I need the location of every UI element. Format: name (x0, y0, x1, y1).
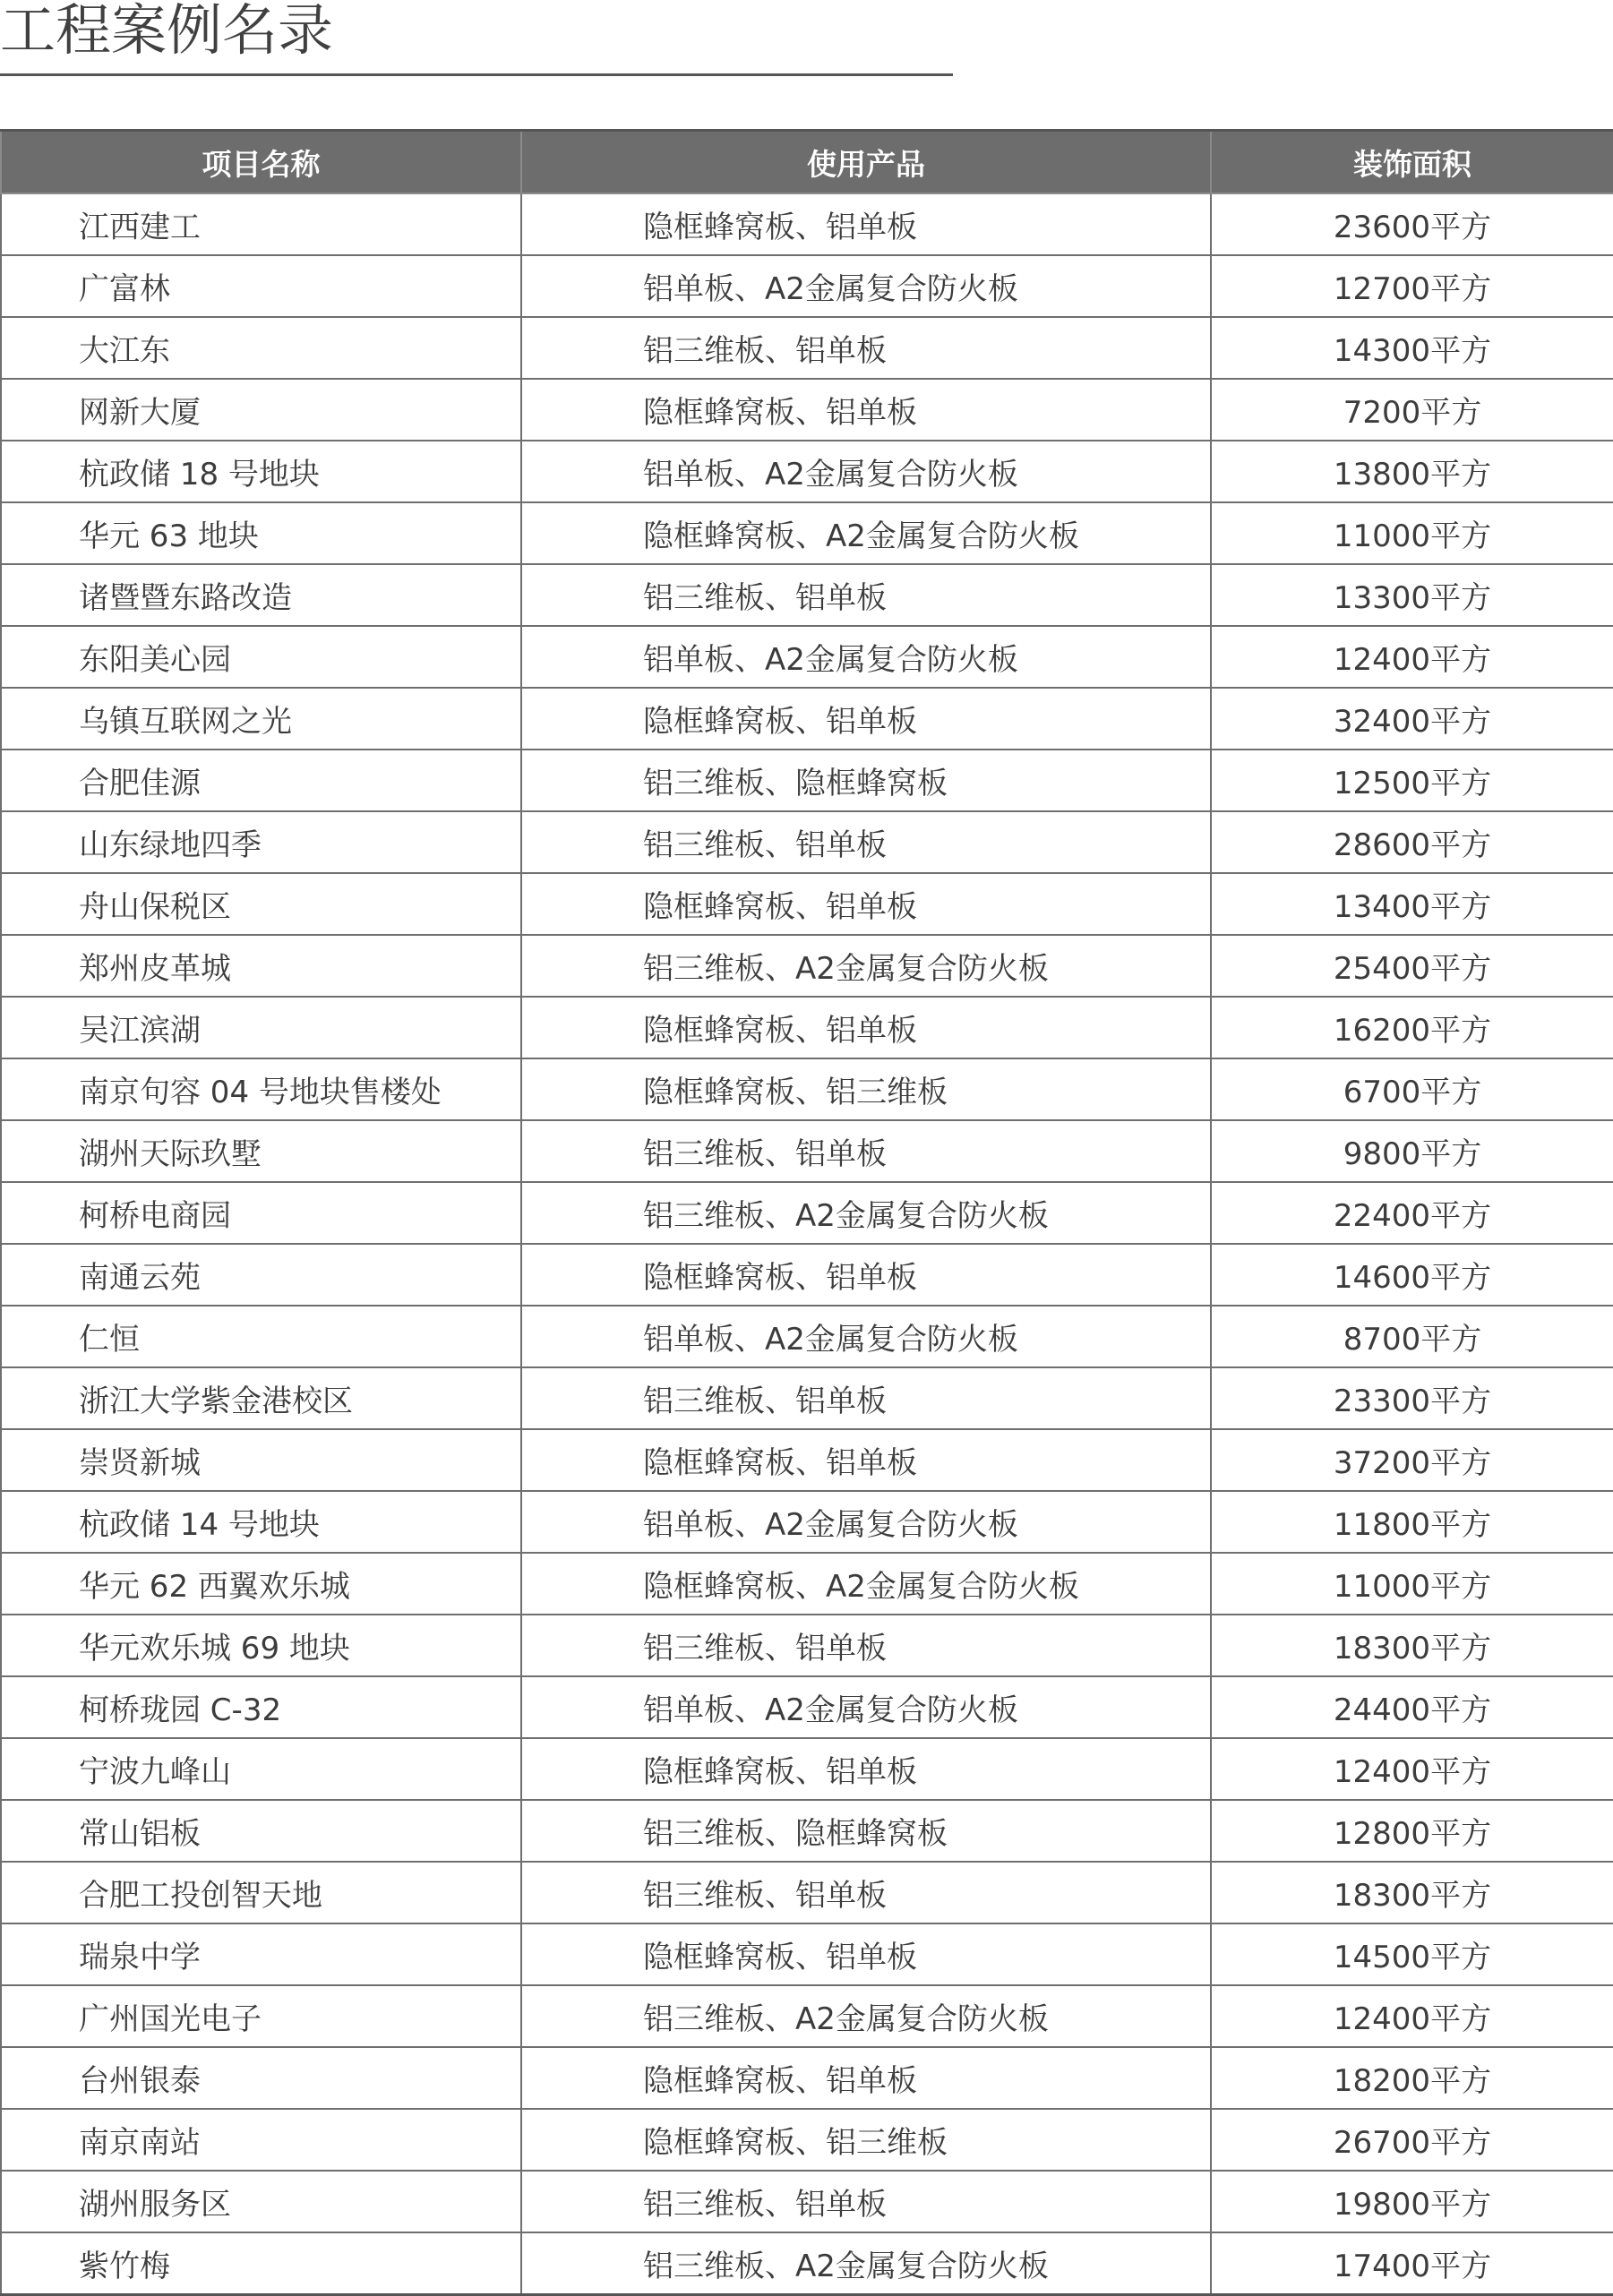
area-cell: 11000平方 (1211, 1553, 1613, 1615)
products-cell: 铝三维板、A2金属复合防火板 (521, 2232, 1211, 2295)
project-name-cell: 瑞泉中学 (1, 1923, 521, 1985)
products-cell: 铝三维板、A2金属复合防火板 (521, 1182, 1211, 1244)
area-cell: 24400平方 (1211, 1676, 1613, 1738)
area-cell: 13400平方 (1211, 873, 1613, 935)
column-header-project-name: 项目名称 (1, 131, 521, 194)
column-header-area: 装饰面积 (1211, 131, 1613, 194)
area-cell: 17400平方 (1211, 2232, 1613, 2295)
area-cell: 22400平方 (1211, 1182, 1613, 1244)
products-cell: 铝三维板、A2金属复合防火板 (521, 935, 1211, 997)
project-name-cell: 江西建工 (1, 193, 521, 255)
products-cell: 隐框蜂窝板、A2金属复合防火板 (521, 502, 1211, 564)
project-name-cell: 广富林 (1, 255, 521, 317)
title-underline (0, 73, 953, 76)
table-row (1, 317, 1613, 379)
table-row (1, 1676, 1613, 1738)
table-row (1, 379, 1613, 441)
table-row (1, 2109, 1613, 2171)
area-cell: 26700平方 (1211, 2109, 1613, 2171)
table-row (1, 873, 1613, 935)
products-cell: 铝三维板、隐框蜂窝板 (521, 750, 1211, 811)
table-row (1, 1306, 1613, 1367)
project-name-cell: 华元 62 西翼欢乐城 (1, 1553, 521, 1615)
table-row (1, 626, 1613, 688)
area-cell: 14600平方 (1211, 1244, 1613, 1306)
area-cell: 12400平方 (1211, 626, 1613, 688)
area-cell: 13800平方 (1211, 441, 1613, 502)
table-row (1, 502, 1613, 564)
project-name-cell: 柯桥电商园 (1, 1182, 521, 1244)
products-cell: 隐框蜂窝板、铝单板 (521, 1244, 1211, 1306)
project-name-cell: 南通云苑 (1, 1244, 521, 1306)
products-cell: 隐框蜂窝板、铝单板 (521, 688, 1211, 750)
products-cell: 铝单板、A2金属复合防火板 (521, 1306, 1211, 1367)
project-name-cell: 湖州服务区 (1, 2171, 521, 2232)
products-cell: 铝三维板、铝单板 (521, 1120, 1211, 1182)
project-name-cell: 郑州皮革城 (1, 935, 521, 997)
table-row (1, 997, 1613, 1058)
project-name-cell: 网新大厦 (1, 379, 521, 441)
project-name-cell: 崇贤新城 (1, 1429, 521, 1491)
project-name-cell: 广州国光电子 (1, 1985, 521, 2047)
area-cell: 9800平方 (1211, 1120, 1613, 1182)
table-row (1, 2171, 1613, 2232)
products-cell: 铝三维板、铝单板 (521, 1615, 1211, 1676)
project-name-cell: 乌镇互联网之光 (1, 688, 521, 750)
products-cell: 隐框蜂窝板、铝单板 (521, 1738, 1211, 1800)
area-cell: 8700平方 (1211, 1306, 1613, 1367)
area-cell: 6700平方 (1211, 1058, 1613, 1120)
products-cell: 铝单板、A2金属复合防火板 (521, 441, 1211, 502)
page-title: 工程案例名录 (0, 0, 334, 63)
area-cell: 23600平方 (1211, 193, 1613, 255)
products-cell: 隐框蜂窝板、铝单板 (521, 193, 1211, 255)
table-row (1, 1862, 1613, 1923)
table-row (1, 1429, 1613, 1491)
table-row (1, 255, 1613, 317)
project-name-cell: 合肥工投创智天地 (1, 1862, 521, 1923)
table-row (1, 441, 1613, 502)
products-cell: 隐框蜂窝板、铝单板 (521, 379, 1211, 441)
area-cell: 12400平方 (1211, 1985, 1613, 2047)
table-row (1, 1985, 1613, 2047)
project-name-cell: 紫竹梅 (1, 2232, 521, 2295)
products-cell: 铝单板、A2金属复合防火板 (521, 626, 1211, 688)
project-name-cell: 吴江滨湖 (1, 997, 521, 1058)
table-row (1, 935, 1613, 997)
products-cell: 隐框蜂窝板、铝单板 (521, 2047, 1211, 2109)
area-cell: 7200平方 (1211, 379, 1613, 441)
products-cell: 隐框蜂窝板、铝三维板 (521, 2109, 1211, 2171)
table-row (1, 1738, 1613, 1800)
table-row (1, 1491, 1613, 1553)
project-name-cell: 常山铝板 (1, 1800, 521, 1862)
project-name-cell: 合肥佳源 (1, 750, 521, 811)
table-row (1, 1244, 1613, 1306)
table-row (1, 564, 1613, 626)
table-row (1, 750, 1613, 811)
table-row (1, 1800, 1613, 1862)
table-row (1, 1553, 1613, 1615)
table-row (1, 1615, 1613, 1676)
project-name-cell: 杭政储 14 号地块 (1, 1491, 521, 1553)
products-cell: 铝单板、A2金属复合防火板 (521, 1676, 1211, 1738)
table-row (1, 2232, 1613, 2295)
area-cell: 14500平方 (1211, 1923, 1613, 1985)
project-name-cell: 台州银泰 (1, 2047, 521, 2109)
table-row (1, 1120, 1613, 1182)
area-cell: 12700平方 (1211, 255, 1613, 317)
products-cell: 铝三维板、A2金属复合防火板 (521, 1985, 1211, 2047)
products-cell: 隐框蜂窝板、铝单板 (521, 1923, 1211, 1985)
project-name-cell: 宁波九峰山 (1, 1738, 521, 1800)
project-name-cell: 诸暨暨东路改造 (1, 564, 521, 626)
column-header-products: 使用产品 (521, 131, 1211, 194)
table-row (1, 193, 1613, 255)
products-cell: 铝单板、A2金属复合防火板 (521, 1491, 1211, 1553)
products-cell: 铝三维板、铝单板 (521, 564, 1211, 626)
products-cell: 铝三维板、隐框蜂窝板 (521, 1800, 1211, 1862)
project-name-cell: 山东绿地四季 (1, 811, 521, 873)
area-cell: 19800平方 (1211, 2171, 1613, 2232)
project-name-cell: 东阳美心园 (1, 626, 521, 688)
area-cell: 18300平方 (1211, 1862, 1613, 1923)
project-name-cell: 仁恒 (1, 1306, 521, 1367)
products-cell: 铝三维板、铝单板 (521, 811, 1211, 873)
project-name-cell: 华元 63 地块 (1, 502, 521, 564)
products-cell: 隐框蜂窝板、铝单板 (521, 873, 1211, 935)
project-name-cell: 南京南站 (1, 2109, 521, 2171)
products-cell: 隐框蜂窝板、铝单板 (521, 997, 1211, 1058)
area-cell: 18300平方 (1211, 1615, 1613, 1676)
table-body (1, 193, 1613, 2295)
area-cell: 25400平方 (1211, 935, 1613, 997)
project-name-cell: 杭政储 18 号地块 (1, 441, 521, 502)
area-cell: 37200平方 (1211, 1429, 1613, 1491)
project-name-cell: 大江东 (1, 317, 521, 379)
products-cell: 铝单板、A2金属复合防火板 (521, 255, 1211, 317)
table-row (1, 2047, 1613, 2109)
table-row (1, 688, 1613, 750)
area-cell: 14300平方 (1211, 317, 1613, 379)
products-cell: 隐框蜂窝板、铝单板 (521, 1429, 1211, 1491)
project-name-cell: 柯桥珑园 C-32 (1, 1676, 521, 1738)
project-name-cell: 南京句容 04 号地块售楼处 (1, 1058, 521, 1120)
area-cell: 12500平方 (1211, 750, 1613, 811)
area-cell: 13300平方 (1211, 564, 1613, 626)
header-row (1, 131, 1613, 194)
project-name-cell: 舟山保税区 (1, 873, 521, 935)
table-header (1, 131, 1613, 194)
table-row (1, 1182, 1613, 1244)
area-cell: 28600平方 (1211, 811, 1613, 873)
area-cell: 16200平方 (1211, 997, 1613, 1058)
project-case-table (0, 129, 1613, 2296)
project-name-cell: 浙江大学紫金港校区 (1, 1367, 521, 1429)
table-row (1, 1923, 1613, 1985)
products-cell: 铝三维板、铝单板 (521, 1862, 1211, 1923)
area-cell: 18200平方 (1211, 2047, 1613, 2109)
area-cell: 32400平方 (1211, 688, 1613, 750)
area-cell: 11000平方 (1211, 502, 1613, 564)
products-cell: 铝三维板、铝单板 (521, 1367, 1211, 1429)
area-cell: 12400平方 (1211, 1738, 1613, 1800)
products-cell: 隐框蜂窝板、铝三维板 (521, 1058, 1211, 1120)
products-cell: 铝三维板、铝单板 (521, 317, 1211, 379)
area-cell: 12800平方 (1211, 1800, 1613, 1862)
products-cell: 隐框蜂窝板、A2金属复合防火板 (521, 1553, 1211, 1615)
project-name-cell: 湖州天际玖墅 (1, 1120, 521, 1182)
project-name-cell: 华元欢乐城 69 地块 (1, 1615, 521, 1676)
products-cell: 铝三维板、铝单板 (521, 2171, 1211, 2232)
table-row (1, 1058, 1613, 1120)
area-cell: 23300平方 (1211, 1367, 1613, 1429)
table-row (1, 811, 1613, 873)
area-cell: 11800平方 (1211, 1491, 1613, 1553)
table-row (1, 1367, 1613, 1429)
